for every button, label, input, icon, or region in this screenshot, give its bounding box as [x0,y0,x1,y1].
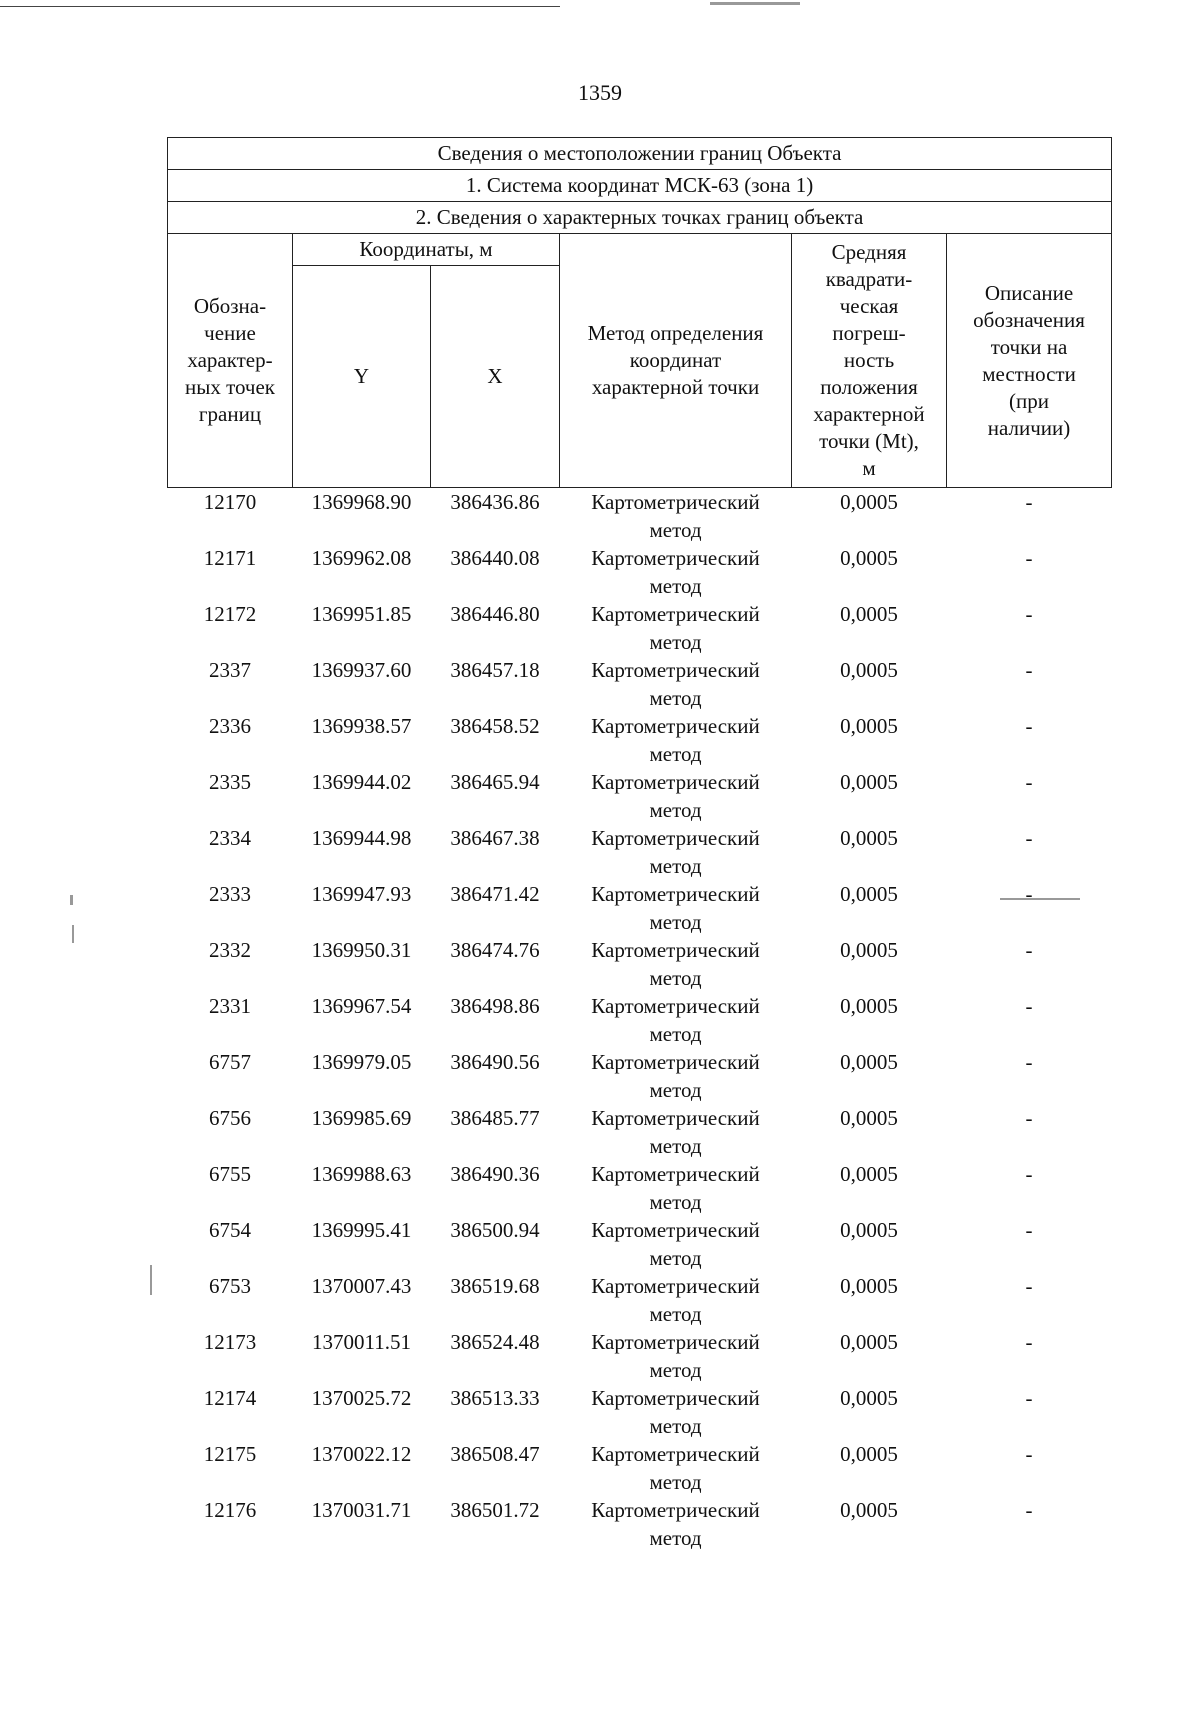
cell-point: 12175 [203,1442,257,1466]
table-body [168,488,1112,1553]
table-row [168,1216,1112,1272]
cell-point: 6755 [209,1162,251,1186]
cell-x: 386485.77 [450,1106,540,1130]
table-row [168,768,1112,824]
cell-y: 1370011.51 [312,1330,411,1354]
header-coordinates: Координаты, м [293,234,560,266]
scan-artifact [710,2,800,5]
table-row [168,656,1112,712]
cell-error: 0,0005 [840,994,898,1018]
cell-method: Картометрический метод [591,1274,760,1326]
scan-artifact [72,925,74,943]
cell-method: Картометрический метод [591,490,760,542]
cell-point: 12176 [203,1498,257,1522]
cell-y: 1369967.54 [311,994,412,1018]
cell-y: 1369988.63 [311,1162,412,1186]
cell-point: 6754 [209,1218,251,1242]
cell-method: Картометрический метод [591,1386,760,1438]
cell-method: Картометрический метод [591,1498,760,1550]
scan-artifact [70,895,73,905]
cell-y: 1369985.69 [311,1106,412,1130]
cell-point: 12174 [203,1386,257,1410]
cell-method: Картометрический метод [591,1162,760,1214]
cell-point: 2336 [209,714,251,738]
cell-x: 386465.94 [450,770,540,794]
cell-description: - [1025,1274,1033,1298]
cell-description: - [1025,1442,1033,1466]
cell-description: - [1025,882,1033,906]
cell-point: 2331 [209,994,251,1018]
cell-description: - [1025,1498,1033,1522]
cell-method: Картометрический метод [591,602,760,654]
cell-y: 1369950.31 [311,938,412,962]
cell-error: 0,0005 [840,1442,898,1466]
cell-error: 0,0005 [840,1330,898,1354]
table-row [168,1048,1112,1104]
cell-method: Картометрический метод [591,770,760,822]
header-point: Обозна- чение характер- ных точек границ [168,234,293,488]
table-caption: Сведения о местоположении границ Объекта [168,138,1112,170]
cell-x: 386500.94 [450,1218,540,1242]
cell-method: Картометрический метод [591,1218,760,1270]
cell-description: - [1025,1218,1033,1242]
table-row [168,712,1112,768]
table-row [168,880,1112,936]
cell-error: 0,0005 [840,770,898,794]
cell-method: Картометрический метод [591,882,760,934]
header-y: Y [293,266,431,488]
header-error: Средняя квадрати- ческая погреш- ность положения характерной точки (Mt), м [792,234,947,488]
cell-error: 0,0005 [840,1050,898,1074]
cell-error: 0,0005 [840,546,898,570]
table-row [168,1440,1112,1496]
cell-y: 1369944.02 [311,770,412,794]
cell-x: 386436.86 [450,490,540,514]
cell-error: 0,0005 [840,1498,898,1522]
cell-y: 1369937.60 [311,658,412,682]
cell-y: 1369951.85 [311,602,412,626]
cell-x: 386467.38 [450,826,540,850]
cell-description: - [1025,938,1033,962]
cell-description: - [1025,1050,1033,1074]
cell-description: - [1025,770,1033,794]
cell-error: 0,0005 [840,714,898,738]
cell-y: 1370025.72 [311,1386,412,1410]
cell-x: 386474.76 [450,938,540,962]
cell-y: 1369968.90 [311,490,412,514]
table-row [168,824,1112,880]
header-description: Описание обозначения точки на местности (при наличии) [947,234,1112,488]
cell-point: 12172 [203,602,257,626]
cell-x: 386513.33 [450,1386,540,1410]
cell-x: 386501.72 [450,1498,540,1522]
cell-point: 2334 [209,826,251,850]
cell-method: Картометрический метод [591,714,760,766]
cell-error: 0,0005 [840,938,898,962]
cell-description: - [1025,490,1033,514]
cell-description: - [1025,994,1033,1018]
cell-point: 6757 [209,1050,251,1074]
cell-error: 0,0005 [840,882,898,906]
page-number: 1359 [578,80,622,105]
cell-description: - [1025,1106,1033,1130]
cell-method: Картометрический метод [591,1106,760,1158]
cell-error: 0,0005 [840,602,898,626]
cell-method: Картометрический метод [591,994,760,1046]
scan-edge-line [0,6,560,7]
cell-error: 0,0005 [840,1274,898,1298]
cell-x: 386524.48 [450,1330,540,1354]
cell-error: 0,0005 [840,1106,898,1130]
cell-method: Картометрический метод [591,546,760,598]
cell-method: Картометрический метод [591,658,760,710]
points-section-caption: 2. Сведения о характерных точках границ объекта [168,202,1112,234]
cell-error: 0,0005 [840,826,898,850]
table-row [168,1160,1112,1216]
cell-point: 2332 [209,938,251,962]
cell-point: 6756 [209,1106,251,1130]
cell-y: 1369944.98 [311,826,412,850]
cell-x: 386498.86 [450,994,540,1018]
table-row [168,1272,1112,1328]
header-method: Метод определения координат характерной точки [560,234,792,488]
cell-y: 1369947.93 [311,882,412,906]
cell-x: 386519.68 [450,1274,540,1298]
cell-description: - [1025,1162,1033,1186]
cell-x: 386471.42 [450,882,540,906]
table-row [168,936,1112,992]
cell-description: - [1025,714,1033,738]
cell-method: Картометрический метод [591,1330,760,1382]
cell-error: 0,0005 [840,1162,898,1186]
cell-point: 12170 [203,490,257,514]
cell-method: Картометрический метод [591,938,760,990]
cell-description: - [1025,546,1033,570]
cell-y: 1369938.57 [311,714,412,738]
cell-description: - [1025,826,1033,850]
cell-x: 386508.47 [450,1442,540,1466]
cell-method: Картометрический метод [591,1050,760,1102]
table-row [168,1328,1112,1384]
cell-x: 386458.52 [450,714,540,738]
table-row [168,1104,1112,1160]
table-row [168,600,1112,656]
table-row [168,1496,1112,1552]
boundary-points-table [167,137,1112,1552]
table-row [168,1384,1112,1440]
cell-y: 1369979.05 [311,1050,412,1074]
coordinate-system-caption: 1. Система координат МСК-63 (зона 1) [168,170,1112,202]
cell-point: 12171 [203,546,257,570]
cell-x: 386446.80 [450,602,540,626]
cell-error: 0,0005 [840,1218,898,1242]
cell-y: 1369995.41 [311,1218,412,1242]
cell-x: 386457.18 [450,658,540,682]
cell-method: Картометрический метод [591,826,760,878]
cell-point: 2337 [209,658,251,682]
cell-description: - [1025,1386,1033,1410]
cell-error: 0,0005 [840,1386,898,1410]
cell-method: Картометрический метод [591,1442,760,1494]
cell-y: 1370007.43 [311,1274,412,1298]
table-row [168,544,1112,600]
cell-y: 1369962.08 [311,546,412,570]
cell-y: 1370022.12 [311,1442,412,1466]
table-row [168,992,1112,1048]
cell-point: 2335 [209,770,251,794]
cell-description: - [1025,658,1033,682]
cell-error: 0,0005 [840,490,898,514]
header-x: X [431,266,560,488]
cell-point: 2333 [209,882,251,906]
cell-error: 0,0005 [840,658,898,682]
table-row [168,488,1112,545]
cell-point: 6753 [209,1274,251,1298]
cell-description: - [1025,602,1033,626]
cell-x: 386490.36 [450,1162,540,1186]
scan-artifact [150,1265,152,1295]
cell-point: 12173 [203,1330,257,1354]
cell-description: - [1025,1330,1033,1354]
cell-y: 1370031.71 [311,1498,412,1522]
cell-x: 386490.56 [450,1050,540,1074]
cell-x: 386440.08 [450,546,540,570]
